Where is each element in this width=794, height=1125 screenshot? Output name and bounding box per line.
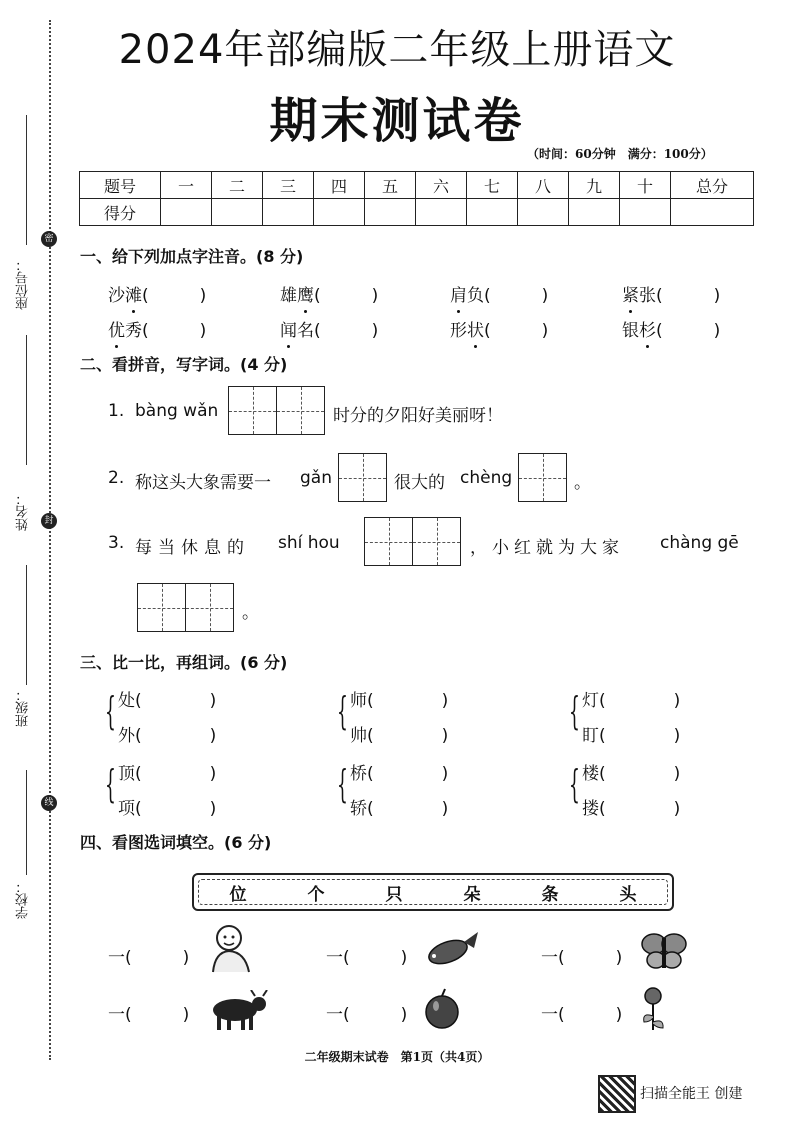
word-group-item[interactable]: 轿( ) xyxy=(350,799,449,819)
item-char: 紧 xyxy=(622,286,639,306)
score-cell[interactable] xyxy=(416,199,467,226)
table-cell: 一 xyxy=(161,172,212,199)
item-char: 鹰 xyxy=(297,286,314,306)
word-group-item[interactable]: 盯( ) xyxy=(582,726,681,746)
score-cell[interactable] xyxy=(620,199,671,226)
q3-pinyin2: chàng gē xyxy=(660,533,739,553)
brace-icon: { xyxy=(569,762,580,806)
q2-pinyin2: chèng xyxy=(460,468,513,488)
score-cell[interactable] xyxy=(467,199,518,226)
answer-blank[interactable]: ( ) xyxy=(142,321,207,341)
q3-pinyin1: shí hou xyxy=(278,533,340,553)
school-rule xyxy=(26,770,27,875)
page-footer: 二年级期末试卷 第1页（共4页） xyxy=(304,1050,490,1064)
table-cell: 五 xyxy=(365,172,416,199)
name-rule xyxy=(26,335,27,465)
table-cell: 六 xyxy=(416,172,467,199)
q2-text-before: 称这头大象需要一 xyxy=(135,473,271,493)
table-cell: 十 xyxy=(620,172,671,199)
item-char: 秀 xyxy=(125,321,142,341)
table-cell: 得分 xyxy=(80,199,161,226)
pinyin-item[interactable] xyxy=(108,281,206,306)
item-char: 优 xyxy=(108,321,125,341)
word-group-item[interactable]: 顶( ) xyxy=(118,764,217,784)
q2-text-mid: 很大的 xyxy=(394,473,445,493)
score-table-score-row xyxy=(80,199,754,226)
blank-old-man[interactable]: 一( ) xyxy=(108,948,190,968)
pinyin-item[interactable] xyxy=(622,281,720,306)
school-label: 学校： xyxy=(16,880,31,919)
item-char: 名 xyxy=(297,321,314,341)
q3-number: 3. xyxy=(108,533,125,553)
item-char: 负 xyxy=(467,286,484,306)
section3-heading: 三、比一比，再组词。(6 分) xyxy=(80,653,288,672)
pinyin-item[interactable] xyxy=(280,281,378,306)
score-cell[interactable] xyxy=(518,199,569,226)
table-cell: 九 xyxy=(569,172,620,199)
answer-blank[interactable]: ( ) xyxy=(656,321,721,341)
pinyin-item[interactable] xyxy=(280,316,378,341)
scanner-watermark: 扫描全能王 创建 xyxy=(640,1086,743,1102)
q3-text-before: 每当休息的 xyxy=(135,538,250,558)
section2-heading: 二、看拼音，写字词。(4 分) xyxy=(80,355,288,374)
score-cell[interactable] xyxy=(263,199,314,226)
word-group-item[interactable]: 处( ) xyxy=(118,691,217,711)
score-cell[interactable] xyxy=(161,199,212,226)
item-char: 张 xyxy=(639,286,656,306)
brace-icon: { xyxy=(105,762,116,806)
time-info: （时间：60分钟 满分：100分） xyxy=(527,147,713,161)
word-group-item[interactable]: 楼( ) xyxy=(582,764,681,784)
q3-writing-grid1[interactable] xyxy=(364,517,461,566)
seal-dot-feng: 封 xyxy=(41,513,57,529)
word-group-item[interactable]: 帅( ) xyxy=(350,726,449,746)
pinyin-item[interactable] xyxy=(450,316,548,341)
blank-butterfly[interactable]: 一( ) xyxy=(541,948,623,968)
table-cell: 七 xyxy=(467,172,518,199)
score-table xyxy=(79,171,754,226)
word-choice: 个 xyxy=(307,884,325,905)
old-man-icon xyxy=(205,922,257,974)
item-char: 肩 xyxy=(450,286,467,306)
blank-flower[interactable]: 一( ) xyxy=(541,1005,623,1025)
q1-text: 时分的夕阳好美丽呀！ xyxy=(333,406,503,426)
item-char: 滩 xyxy=(125,286,142,306)
q2-writing-grid2[interactable] xyxy=(518,453,567,502)
answer-blank[interactable]: ( ) xyxy=(484,286,549,306)
pinyin-item[interactable] xyxy=(108,316,206,341)
answer-blank[interactable]: ( ) xyxy=(142,286,207,306)
exam-title: 2024年部编版二年级上册语文 xyxy=(118,27,676,73)
q3-text-end: 。 xyxy=(242,603,259,623)
score-cell[interactable] xyxy=(314,199,365,226)
word-group-item[interactable]: 灯( ) xyxy=(582,691,681,711)
word-choice: 只 xyxy=(385,884,403,905)
butterfly-icon xyxy=(640,930,688,972)
blank-ox[interactable]: 一( ) xyxy=(108,1005,190,1025)
item-char: 沙 xyxy=(108,286,125,306)
section1-heading: 一、给下列加点字注音。(8 分) xyxy=(80,247,304,266)
brace-icon: { xyxy=(337,689,348,733)
blank-fish[interactable]: 一( ) xyxy=(326,948,408,968)
word-choice: 朵 xyxy=(463,884,481,905)
table-cell: 二 xyxy=(212,172,263,199)
table-cell: 总分 xyxy=(671,172,754,199)
blank-apple[interactable]: 一( ) xyxy=(326,1005,408,1025)
q1-number: 1. xyxy=(108,401,125,421)
name-label: 姓名： xyxy=(16,492,31,531)
word-choice: 条 xyxy=(541,884,559,905)
q1-pinyin: bàng wǎn xyxy=(135,401,219,421)
q1-writing-grid[interactable] xyxy=(228,386,325,435)
score-cell[interactable] xyxy=(671,199,754,226)
seal-dot-mi: 密 xyxy=(41,231,57,247)
pinyin-item[interactable] xyxy=(450,281,548,306)
table-cell: 八 xyxy=(518,172,569,199)
ox-icon xyxy=(205,990,271,1032)
q3-text-mid: ，小红就为大家 xyxy=(470,538,624,558)
word-group-item[interactable]: 搂( ) xyxy=(582,799,681,819)
class-label: 班级： xyxy=(16,688,31,727)
answer-blank[interactable]: ( ) xyxy=(656,286,721,306)
fish-icon xyxy=(422,928,480,972)
section4-heading: 四、看图选词填空。(6 分) xyxy=(80,833,272,852)
pinyin-item[interactable] xyxy=(622,316,720,341)
flower-icon xyxy=(638,986,668,1032)
answer-blank[interactable]: ( ) xyxy=(484,321,549,341)
word-choice: 位 xyxy=(229,884,247,905)
seat-label: 座位号： xyxy=(16,258,31,310)
brace-icon: { xyxy=(105,689,116,733)
qr-code-icon xyxy=(598,1075,636,1113)
q2-number: 2. xyxy=(108,468,125,488)
word-choice-box xyxy=(192,873,674,911)
word-group-item[interactable]: 项( ) xyxy=(118,799,217,819)
seal-dot-xian: 线 xyxy=(41,795,57,811)
item-char: 雄 xyxy=(280,286,297,306)
word-choice: 头 xyxy=(619,884,637,905)
brace-icon: { xyxy=(569,689,580,733)
score-cell[interactable] xyxy=(365,199,416,226)
table-cell: 题号 xyxy=(80,172,161,199)
apple-icon xyxy=(422,988,462,1030)
table-cell: 三 xyxy=(263,172,314,199)
word-group-item[interactable]: 师( ) xyxy=(350,691,449,711)
item-char: 状 xyxy=(467,321,484,341)
q2-writing-grid1[interactable] xyxy=(338,453,387,502)
q3-writing-grid2[interactable] xyxy=(137,583,234,632)
item-char: 银 xyxy=(622,321,639,341)
exam-subtitle: 期末测试卷 xyxy=(269,93,525,149)
answer-blank[interactable]: ( ) xyxy=(314,321,379,341)
score-table-header-row xyxy=(80,172,754,199)
word-group-item[interactable]: 桥( ) xyxy=(350,764,449,784)
item-char: 杉 xyxy=(639,321,656,341)
brace-icon: { xyxy=(337,762,348,806)
binding-dotted-line xyxy=(49,20,51,1060)
item-char: 形 xyxy=(450,321,467,341)
answer-blank[interactable]: ( ) xyxy=(314,286,379,306)
table-cell: 四 xyxy=(314,172,365,199)
q2-text-end: 。 xyxy=(574,473,591,493)
word-group-item[interactable]: 外( ) xyxy=(118,726,217,746)
score-cell[interactable] xyxy=(569,199,620,226)
item-char: 闻 xyxy=(280,321,297,341)
q2-pinyin1: gǎn xyxy=(300,468,332,488)
class-rule xyxy=(26,565,27,685)
score-cell[interactable] xyxy=(212,199,263,226)
